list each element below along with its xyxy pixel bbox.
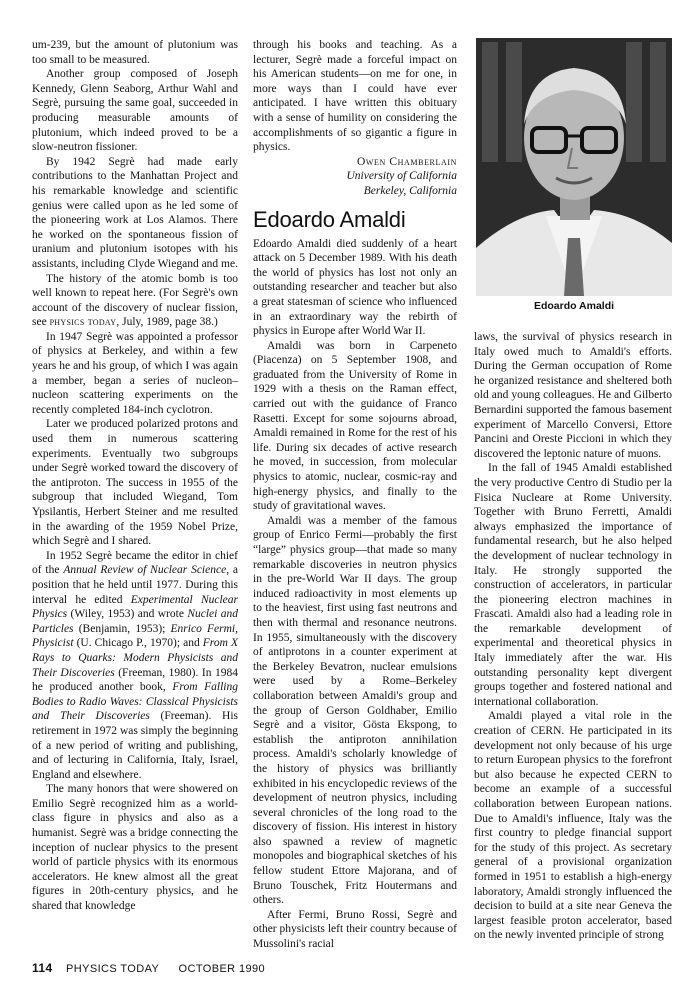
paragraph: Later we produced polarized protons and used them in numerous scattering experiments. Eventually two subgroups under Segrè worked toward the discovery of the antiproton. The success in 1955 of the subgroup that included Wiegand, Tom Ypsilantis, Herbert Steiner and me resulted in the awarding of the 1959 Nobel Prize, which Segrè and I shared. [32, 418, 238, 548]
paragraph: The many honors that were showered on Emilio Segrè recognized him as a world-class figure in physics and also as a humanist. Segrè was a bridge connecting the inception of nuclear physics to the present world of particle physics with its enormous accelerators. He knew almost all the great figures in 20th-century physics, and he shared that knowledge [32, 783, 238, 913]
page-number: 114 [32, 961, 53, 975]
paragraph: Edoardo Amaldi died suddenly of a heart attack on 5 December 1989. With his death the world of physics has lost not only an outstanding researcher and teacher but also a great statesman of science who influenced in an extraordinary way the rebirth of physics in Europe after World War II. [253, 237, 457, 338]
column-3 [474, 330, 672, 943]
portrait-illustration [476, 38, 672, 296]
paragraph: laws, the survival of physics research in Italy owed much to Amaldi's efforts. During the German occupation of Rome he organized resistance and sheltered both old and young colleagues. He and Gilberto Bernardini supported the famous basement experiment of Marcello Conversi, Ettore Pancini and Oreste Piccioni in which they discovered the leptonic nature of muons. [474, 331, 672, 460]
magazine-name: PHYSICS TODAY [66, 963, 160, 975]
column-2 [253, 38, 457, 952]
paragraph: The history of the atomic bomb is too well known to repeat here. (For Segrè's own account of the discovery of nuclear fission, see physics today, July, 1989, page 38.) [32, 272, 238, 329]
paragraph: Amaldi was a member of the famous group of Enrico Fermi—probably the first “large” physics group—that made so many remarkable discoveries in neutron physics in the pre-World War II days. The group induced radioactivity in most elements up to the heaviest, first using fast neutrons and then with thermal and resonance neutrons. In 1955, simultaneously with the discovery of antiprotons in a counter experiment at the Berkeley Bevatron, nuclear emulsions were used by a Rome–Berkeley collaboration between Amaldi's group and the group of Gerson Goldhaber, Emilio Segrè and a visitor, Gösta Ekspong, to establish the antiproton annihilation process. Amaldi's scholarly knowledge of the history of physics was brilliantly exhibited in his encyclopedic reviews of the development of neutron physics, including several chronicles of the long road to the discovery of fission. His interest in history also spawned a review of magnetic monopoles and biographical sketches of his fellow student Ettore Majorana, and of Bruno Touschek, Fritz Houtermans and others. [253, 514, 457, 907]
paragraph: By 1942 Segrè had made early contributions to the Manhattan Project and his remarkable knowledge and scientific genius were called upon as he led some of the pioneering work at Los Alamos. There he worked on the spontaneous fission of uranium and plutonium isotopes with his assistants, including Clyde Wiegand and me. [32, 155, 238, 270]
journal-reference: physics today [49, 316, 117, 329]
photo-caption: Edoardo Amaldi [533, 300, 615, 312]
author-affiliation: University of California [346, 170, 457, 183]
paragraph: Another group composed of Joseph Kennedy, Glenn Seaborg, Arthur Wahl and Segrè, pursuing the same goal, succeeded in producing measurable amounts of plutonium, which indeed proved to be a slow-neutron fissioner. [32, 68, 238, 154]
paragraph: Amaldi played a vital role in the creation of CERN. He participated in its development not only because of his urge to return European physics to the forefront but also because he expected CERN to become an example of a successful collaboration between European nations. Due to Amaldi's influence, Italy was the first country to pledge financial support for the study of this project. As secretary general of a provisional organization formed in 1951 to establish a high-energy laboratory, Amaldi strongly influenced the decision to build at a site near Geneva the largest feasible proton accelerator, based on the newly invented principle of strong [474, 710, 672, 942]
author-location: Berkeley, California [363, 184, 457, 197]
page-footer [32, 961, 265, 975]
paragraph: um-239, but the amount of plutonium was too small to be measured. [32, 39, 238, 66]
paragraph: After Fermi, Bruno Rossi, Segrè and other physicists left their country because of Mussolini's racial [253, 908, 457, 951]
issue-date: OCTOBER 1990 [178, 963, 266, 975]
author-signature: Owen Chamberlain [357, 155, 457, 168]
column-1 [32, 38, 238, 914]
paragraph: In 1947 Segrè was appointed a professor of physics at Berkeley, and within a few years he and his group, of which I was again a member, began a series of nucleon–nucleon scattering experiments on the recently completed 184-inch cyclotron. [32, 330, 238, 416]
article-headline: Edoardo Amaldi [253, 206, 406, 232]
portrait-photo [476, 38, 672, 296]
paragraph: Amaldi was born in Carpeneto (Piacenza) on 5 September 1908, and graduated from the University of Rome in 1929 with a thesis on the Raman effect, carried out with the guidance of Franco Rasetti. Except for some sojourns abroad, Amaldi remained in Rome for the rest of his life. During six decades of active research he moved, in succession, from molecular physics to atomic, nuclear, cosmic-ray and high-energy physics, and finally to the study of gravitational waves. [253, 339, 457, 513]
paragraph: through his books and teaching. As a lecturer, Segrè made a forceful impact on his American students—on me for one, in more ways than I could have ever anticipated. I have written this obituary with a sense of humility on considering the accomplishments of so gigantic a figure in physics. [253, 39, 457, 154]
paragraph: In 1952 Segrè became the editor in chief of the Annual Review of Nuclear Science, a position that he held until 1977. During this interval he edited Experimental Nuclear Physics (Wiley, 1953) and wrote Nuclei and Particles (Benjamin, 1953); Enrico Fermi, Physicist (U. Chicago P., 1970); and From X Rays to Quarks: Modern Physicists and Their Discoveries (Freeman, 1980). In 1984 he produced another book, From Falling Bodies to Radio Waves: Classical Physicists and Their Discoveries (Freeman). His retirement in 1972 was simply the beginning of a new period of writing and publishing, and of lecturing in California, Italy, Israel, England and elsewhere. [32, 549, 239, 781]
paragraph: In the fall of 1945 Amaldi established the very productive Centro di Studio per la Fisica Nucleare at Rome University. Together with Bruno Ferretti, Amaldi always emphasized the importance of fundamental research, but he also helped the development of nuclear technology in Italy. He strongly supported the construction of accelerators, in particular the pioneering electron machines in Frascati. Amaldi also had a leading role in the remarkable development of experimental and theoretical physics in Italy immediately after the war. His outstanding personality kept divergent groups together and fostered national and international collaboration. [474, 462, 672, 708]
